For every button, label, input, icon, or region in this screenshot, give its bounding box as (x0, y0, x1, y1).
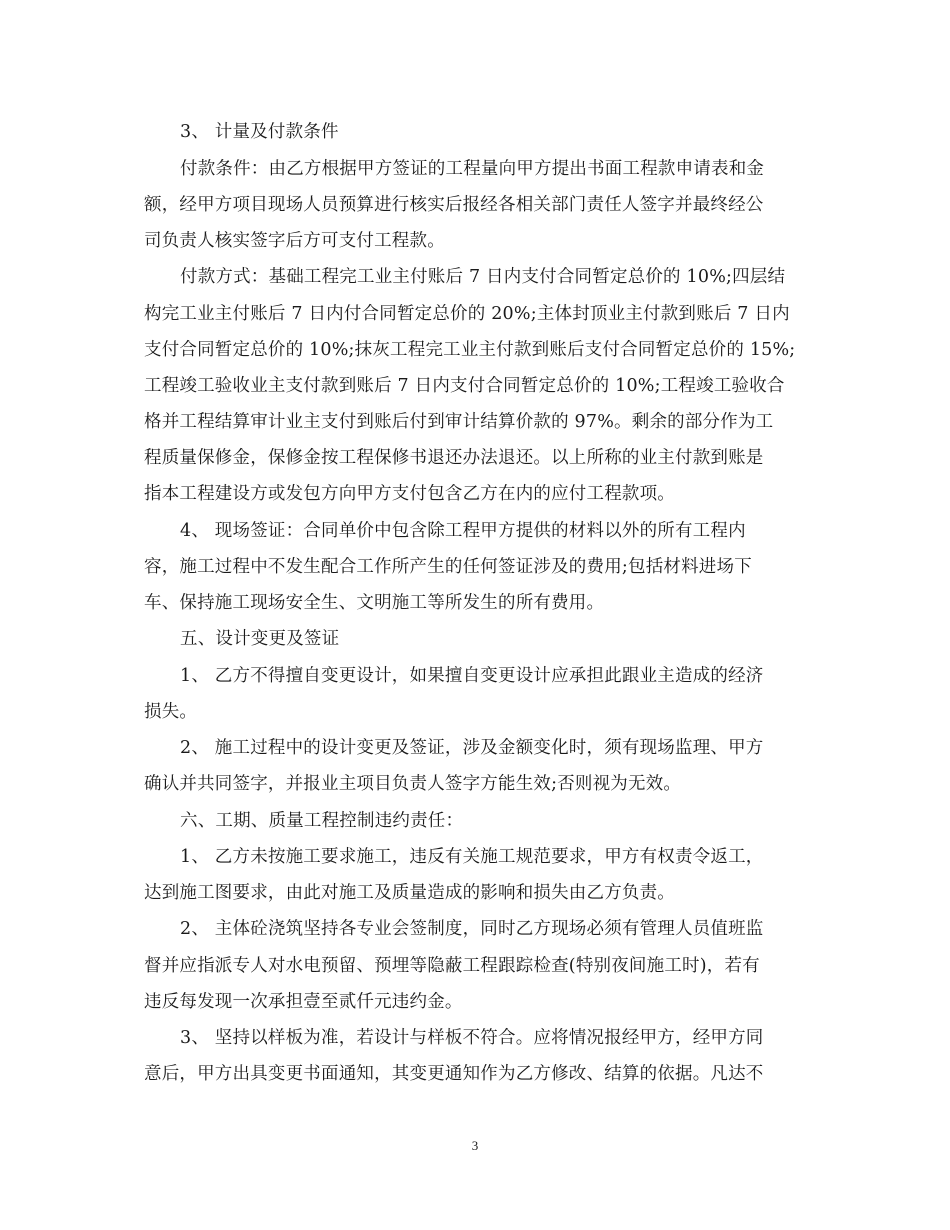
paragraph-line: 车、保持施工现场安全生、文明施工等所发生的所有费用。 (144, 593, 605, 613)
paragraph-line: 1、 乙方不得擅自变更设计，如果擅自变更设计应承担此跟业主造成的经济 (180, 666, 764, 686)
paragraph-line: 付款条件：由乙方根据甲方签证的工程量向甲方提出书面工程款申请表和金 (180, 159, 765, 179)
paragraph-line: 确认并共同签字，并报业主项目负责人签字方能生效;否则视为无效。 (144, 774, 682, 794)
section-heading: 3、 计量及付款条件 (180, 122, 339, 142)
page-number: 3 (471, 1138, 479, 1153)
paragraph-line: 构完工业主付账后 7 日内付合同暂定总价的 20%;主体封顶业主付款到账后 7 日内 (144, 304, 790, 324)
paragraph-line: 支付合同暂定总价的 10%;抹灰工程完工业主付款到账后支付合同暂定总价的 15%; (144, 340, 796, 360)
paragraph-line: 2、 施工过程中的设计变更及签证，涉及金额变化时，须有现场监理、甲方 (180, 738, 764, 758)
paragraph-line: 意后，甲方出具变更书面通知，其变更通知作为乙方修改、结算的依据。凡达不 (144, 1064, 764, 1084)
section-heading: 五、设计变更及签证 (180, 629, 340, 649)
paragraph-line: 4、 现场签证：合同单价中包含除工程甲方提供的材料以外的所有工程内 (180, 521, 746, 541)
paragraph-line: 指本工程建设方或发包方向甲方支付包含乙方在内的应付工程款项。 (144, 484, 675, 504)
paragraph-line: 违反每发现一次承担壹至贰仟元违约金。 (144, 992, 463, 1012)
paragraph-line: 格并工程结算审计业主支付到账后付到审计结算价款的 97%。剩余的部分作为工 (144, 412, 774, 432)
paragraph-line: 司负责人核实签字后方可支付工程款。 (144, 231, 445, 251)
paragraph-line: 达到施工图要求，由此对施工及质量造成的影响和损失由乙方负责。 (144, 883, 675, 903)
paragraph-line: 3、 坚持以样板为准，若设计与样板不符合。应将情况报经甲方，经甲方同 (180, 1028, 764, 1048)
paragraph-line: 1、 乙方未按施工要求施工，违反有关施工规范要求，甲方有权责令返工， (180, 847, 764, 867)
paragraph-line: 工程竣工验收业主支付款到账后 7 日内支付合同暂定总价的 10%;工程竣工验收合 (144, 376, 785, 396)
paragraph-line: 付款方式：基础工程完工业主付账后 7 日内支付合同暂定总价的 10%;四层结 (180, 267, 786, 287)
paragraph-line: 督并应指派专人对水电预留、预埋等隐蔽工程跟踪检查(特别夜间施工时)，若有 (144, 956, 760, 976)
section-heading: 六、工期、质量工程控制违约责任： (180, 811, 464, 831)
paragraph-line: 损失。 (144, 702, 198, 722)
paragraph-line: 额，经甲方项目现场人员预算进行核实后报经各相关部门责任人签字并最终经公 (144, 195, 764, 215)
paragraph-line: 程质量保修金，保修金按工程保修书退还办法退还。以上所称的业主付款到账是 (144, 448, 764, 468)
paragraph-line: 容，施工过程中不发生配合工作所产生的任何签证涉及的费用;包括材料进场下 (144, 557, 752, 577)
paragraph-line: 2、 主体砼浇筑坚持各专业会签制度，同时乙方现场必须有管理人员值班监 (180, 919, 764, 939)
